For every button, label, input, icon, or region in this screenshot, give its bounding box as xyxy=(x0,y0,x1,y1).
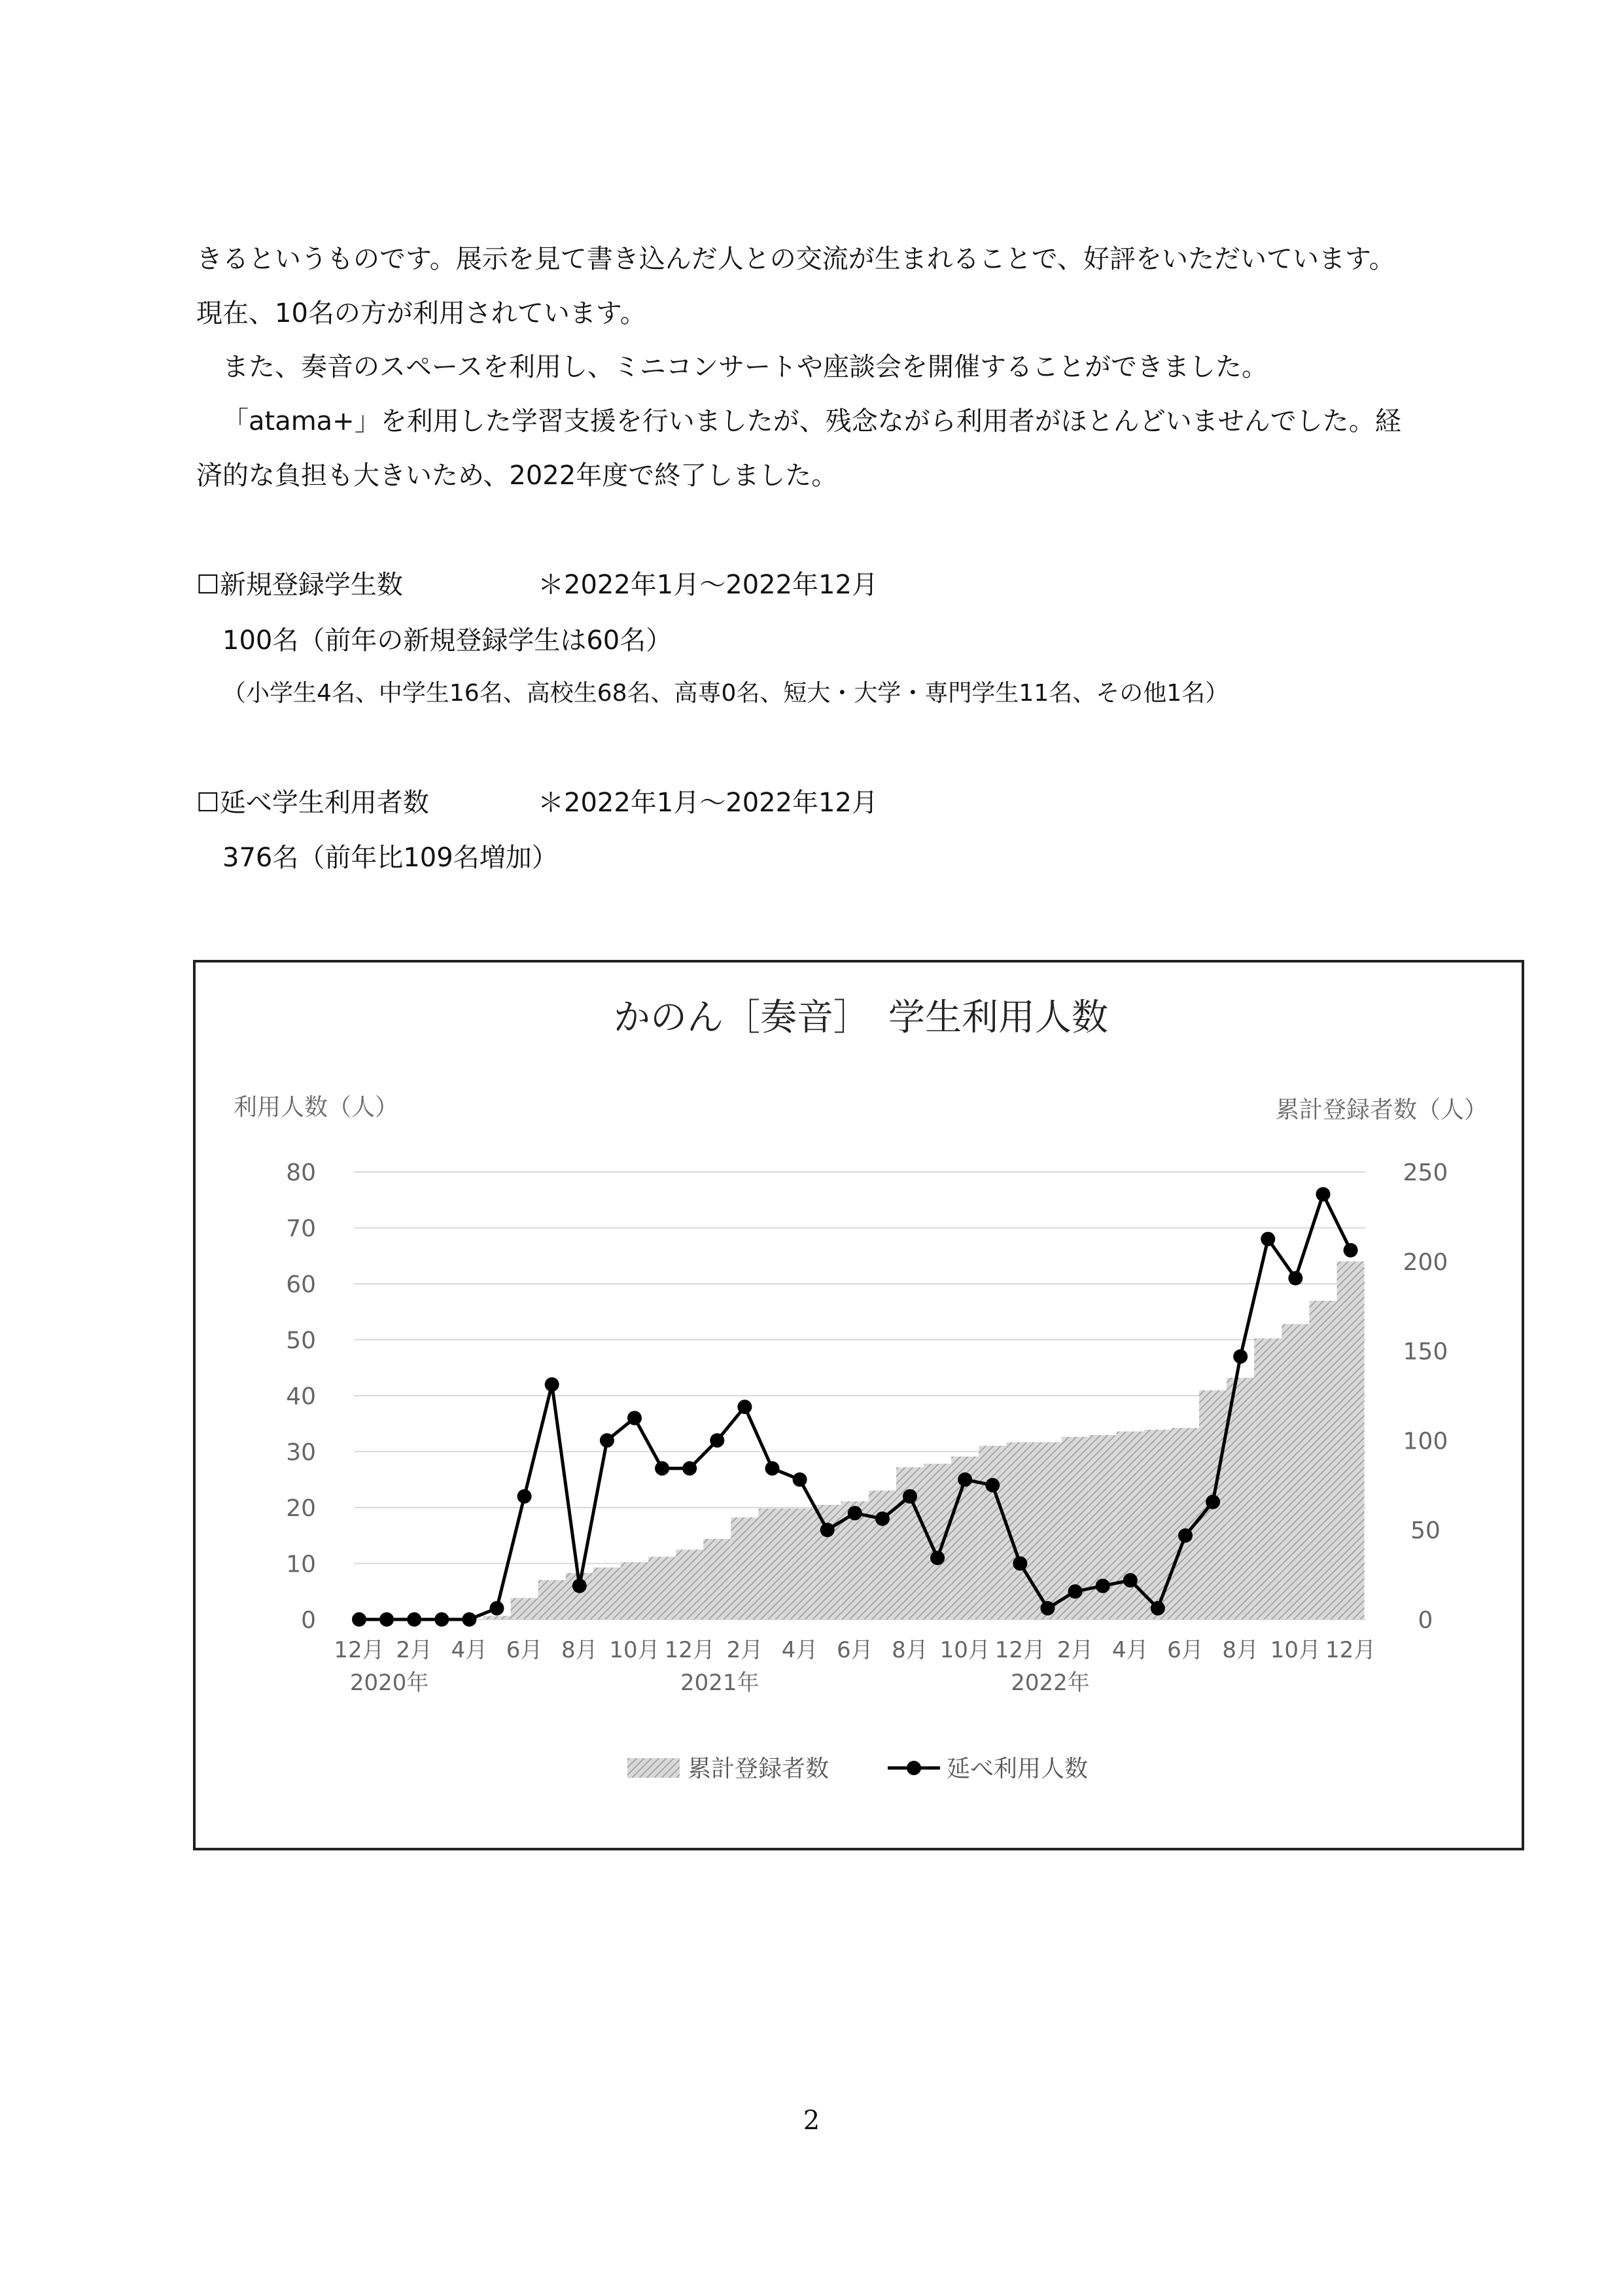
cumulative-bar xyxy=(648,1557,676,1619)
left-axis-label: 利用人数（人） xyxy=(234,1094,399,1121)
right-tick-label: 50 xyxy=(1410,1517,1440,1545)
x-tick-label: 12月 xyxy=(1325,1637,1376,1663)
total-users-label: ☐延べ学生利用者数 xyxy=(196,788,429,818)
new-students-value: 100名（前年の新規登録学生は60名） xyxy=(222,626,672,656)
usage-point xyxy=(1096,1579,1110,1593)
usage-point xyxy=(434,1612,449,1627)
usage-point xyxy=(1178,1528,1193,1543)
usage-point xyxy=(490,1601,504,1616)
left-tick-label: 0 xyxy=(301,1607,316,1634)
cumulative-bar xyxy=(786,1508,814,1619)
x-tick-label: 10月 xyxy=(609,1637,660,1663)
usage-point xyxy=(1316,1187,1331,1201)
x-tick-label: 2月 xyxy=(1056,1637,1094,1663)
usage-point xyxy=(517,1489,532,1504)
left-tick-label: 40 xyxy=(286,1383,316,1410)
paragraph-line: 済的な負担も大きいため、2022年度で終了しました。 xyxy=(196,461,838,491)
usage-point xyxy=(682,1461,697,1475)
x-tick-label: 2月 xyxy=(726,1637,763,1663)
cumulative-bar xyxy=(1144,1430,1172,1619)
x-tick-label: 12月 xyxy=(994,1637,1046,1663)
usage-chart xyxy=(196,963,1522,1848)
right-tick-label: 0 xyxy=(1418,1607,1433,1634)
usage-point xyxy=(572,1579,587,1593)
usage-point xyxy=(462,1612,476,1627)
cumulative-bar xyxy=(703,1539,731,1619)
cumulative-bar xyxy=(483,1616,510,1619)
x-tick-label: 2月 xyxy=(396,1637,433,1663)
usage-point xyxy=(1233,1349,1248,1364)
usage-point xyxy=(1206,1494,1220,1509)
x-tick-label: 6月 xyxy=(836,1637,873,1663)
legend-line-label: 延べ利用人数 xyxy=(947,1756,1089,1782)
paragraph-line: きるというものです。展示を見て書き込んだ人との交流が生まれることで、好評をいただいています。 xyxy=(196,244,1395,274)
cumulative-bar xyxy=(924,1464,951,1619)
cumulative-bar xyxy=(1254,1338,1282,1619)
usage-point xyxy=(765,1461,780,1475)
total-users-value: 376名（前年比109名増加） xyxy=(222,843,558,873)
usage-point xyxy=(1123,1573,1138,1587)
cumulative-bar xyxy=(1309,1301,1336,1619)
x-tick-label: 12月 xyxy=(664,1637,715,1663)
usage-point xyxy=(545,1377,559,1392)
cumulative-bar xyxy=(621,1562,648,1619)
usage-point xyxy=(930,1551,945,1565)
x-tick-label: 8月 xyxy=(1222,1637,1259,1663)
left-tick-label: 30 xyxy=(286,1439,316,1466)
cumulative-bar xyxy=(511,1598,538,1619)
usage-point xyxy=(1068,1584,1083,1598)
usage-point xyxy=(848,1506,862,1521)
usage-point xyxy=(1013,1557,1027,1571)
x-tick-label: 4月 xyxy=(781,1637,818,1663)
chart-title: かのん［奏音］ 学生利用人数 xyxy=(614,997,1108,1039)
x-tick-label: 6月 xyxy=(506,1637,543,1663)
x-tick-label: 10月 xyxy=(1270,1637,1321,1663)
usage-point xyxy=(903,1489,917,1504)
legend-bar-swatch xyxy=(627,1758,680,1778)
usage-point xyxy=(600,1433,614,1447)
usage-point xyxy=(1344,1243,1358,1258)
chart-frame xyxy=(193,960,1524,1850)
cumulative-bar xyxy=(1282,1324,1309,1619)
year-label: 2022年 xyxy=(1011,1670,1090,1696)
x-tick-label: 8月 xyxy=(561,1637,598,1663)
new-students-breakdown: （小学生4名、中学生16名、高校生68名、高専0名、短大・大学・専門学生11名、その他1名） xyxy=(222,680,1229,707)
total-users-period: ＊2022年1月～2022年12月 xyxy=(538,788,878,818)
left-tick-label: 10 xyxy=(286,1551,316,1578)
left-tick-label: 60 xyxy=(286,1271,316,1298)
right-tick-label: 150 xyxy=(1403,1338,1448,1366)
new-students-label: ☐新規登録学生数 xyxy=(196,570,403,600)
legend-line-marker xyxy=(907,1761,921,1775)
usage-point xyxy=(379,1612,394,1627)
usage-point xyxy=(352,1612,366,1627)
x-tick-label: 6月 xyxy=(1167,1637,1204,1663)
x-tick-label: 12月 xyxy=(334,1637,385,1663)
cumulative-bar xyxy=(814,1505,841,1619)
usage-point xyxy=(737,1400,752,1414)
new-students-period: ＊2022年1月～2022年12月 xyxy=(538,570,878,600)
usage-point xyxy=(820,1523,835,1537)
cumulative-bar xyxy=(1337,1262,1365,1619)
usage-point xyxy=(793,1472,807,1487)
right-axis-label: 累計登録者数（人） xyxy=(1275,1097,1488,1123)
right-tick-label: 100 xyxy=(1403,1428,1448,1455)
cumulative-bar xyxy=(731,1517,758,1619)
paragraph-line: 現在、10名の方が利用されています。 xyxy=(196,298,646,328)
left-tick-label: 70 xyxy=(286,1215,316,1243)
cumulative-bar xyxy=(676,1549,703,1619)
x-tick-label: 8月 xyxy=(892,1637,928,1663)
usage-point xyxy=(627,1411,642,1425)
year-label: 2020年 xyxy=(349,1670,429,1696)
cumulative-bar xyxy=(758,1508,786,1619)
usage-point xyxy=(958,1472,972,1487)
legend xyxy=(627,1756,1088,1782)
left-tick-label: 50 xyxy=(286,1327,316,1354)
usage-point xyxy=(1041,1601,1055,1616)
left-tick-label: 20 xyxy=(286,1495,316,1522)
right-tick-label: 200 xyxy=(1403,1248,1448,1276)
usage-point xyxy=(1288,1271,1302,1285)
usage-point xyxy=(710,1433,724,1447)
usage-point xyxy=(655,1461,669,1475)
usage-point xyxy=(1151,1601,1165,1616)
cumulative-bars xyxy=(483,1262,1364,1619)
paragraph-line: 「atama+」を利用した学習支援を行いましたが、残念ながら利用者がほとんどいませんでした。経 xyxy=(222,406,1401,436)
usage-point xyxy=(1261,1232,1275,1246)
x-tick-label: 10月 xyxy=(939,1637,990,1663)
cumulative-bar xyxy=(538,1580,566,1619)
legend-bar-label: 累計登録者数 xyxy=(688,1756,829,1782)
usage-point xyxy=(985,1478,1000,1492)
usage-point xyxy=(407,1612,421,1627)
page-number: 2 xyxy=(803,2106,820,2136)
cumulative-bar xyxy=(979,1446,1006,1619)
year-label: 2021年 xyxy=(680,1670,759,1696)
paragraph-line: また、奏音のスペースを利用し、ミニコンサートや座談会を開催することができました。 xyxy=(222,352,1268,382)
cumulative-bar xyxy=(1006,1442,1034,1619)
left-tick-label: 80 xyxy=(286,1159,316,1186)
x-tick-label: 4月 xyxy=(1111,1637,1149,1663)
right-tick-label: 250 xyxy=(1403,1159,1448,1186)
usage-point xyxy=(875,1511,890,1526)
x-tick-label: 4月 xyxy=(451,1637,488,1663)
cumulative-bar xyxy=(593,1568,621,1619)
